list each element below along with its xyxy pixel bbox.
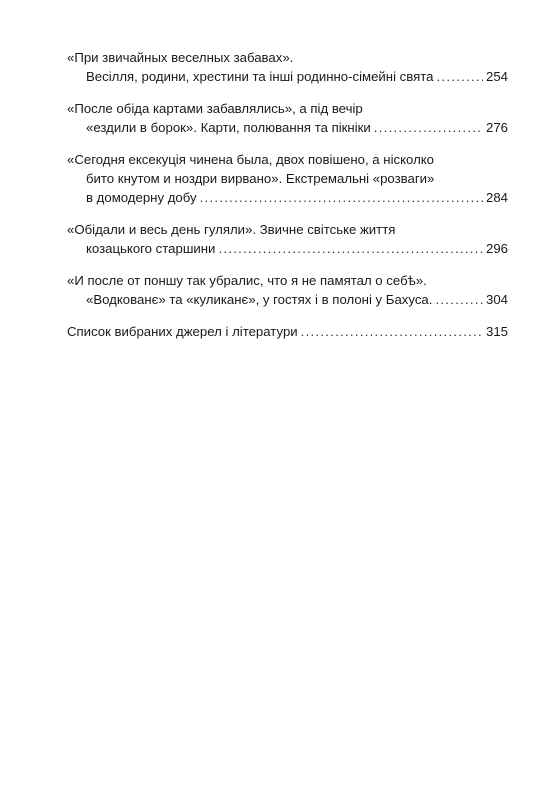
- dot-leader: [200, 188, 483, 207]
- toc-entry: [67, 271, 508, 309]
- toc-entry: [67, 150, 508, 207]
- toc-entry-title-line: «ездили в борок». Карти, полювання та пікніки: [86, 120, 371, 135]
- dot-leader: [435, 290, 483, 309]
- table-of-contents: [67, 48, 508, 354]
- toc-entry-last-line: [67, 290, 508, 309]
- dot-leader: [437, 67, 483, 86]
- dot-leader: [374, 118, 483, 137]
- toc-entry: [67, 220, 508, 258]
- toc-entry-last-line: [67, 239, 508, 258]
- toc-entry-title-line: козацького старшини: [86, 241, 216, 256]
- toc-entry-title-line: «При звичайных веселных забавах».: [67, 50, 294, 65]
- toc-entry-last-line: [67, 67, 508, 86]
- toc-page-number: 304: [485, 292, 508, 307]
- toc-entry-title-line: бито кнутом и ноздри вирвано». Екстремальні «розваги»: [86, 171, 435, 186]
- toc-page-number: 254: [485, 69, 508, 84]
- toc-page-number: 276: [485, 120, 508, 135]
- toc-entry: [67, 48, 508, 86]
- toc-page-number: 315: [485, 324, 508, 339]
- toc-page-number: 284: [485, 190, 508, 205]
- toc-entry-title-line: «И после от поншу так убралис, что я не памятал о себѣ».: [67, 273, 427, 288]
- toc-entry: [67, 322, 508, 341]
- toc-entry-title-line: «После обіда картами забавлялись», а під вечір: [67, 101, 363, 116]
- toc-entry: [67, 99, 508, 137]
- toc-entry-title-line: в домодерну добу: [86, 190, 197, 205]
- dot-leader: [218, 239, 483, 258]
- toc-entry-title-line: «Водкованє» та «куликанє», у гостях і в полоні у Бахуса.: [86, 292, 433, 307]
- toc-entry-title-line: Весілля, родини, хрестини та інші родинно-сімейні свята: [86, 69, 434, 84]
- toc-entry-title-line: «Сегодня ексекуція чинена была, двох повішено, а нісколко: [67, 152, 435, 167]
- toc-entry-title-line: «Обідали и весь день гуляли». Звичне світське життя: [67, 222, 396, 237]
- toc-entry-last-line: [67, 322, 508, 341]
- toc-entry-title-line: Список вибраних джерел і літератури: [67, 324, 298, 339]
- toc-entry-last-line: [67, 188, 508, 207]
- toc-entry-last-line: [67, 118, 508, 137]
- dot-leader: [301, 322, 483, 341]
- toc-page-number: 296: [485, 241, 508, 256]
